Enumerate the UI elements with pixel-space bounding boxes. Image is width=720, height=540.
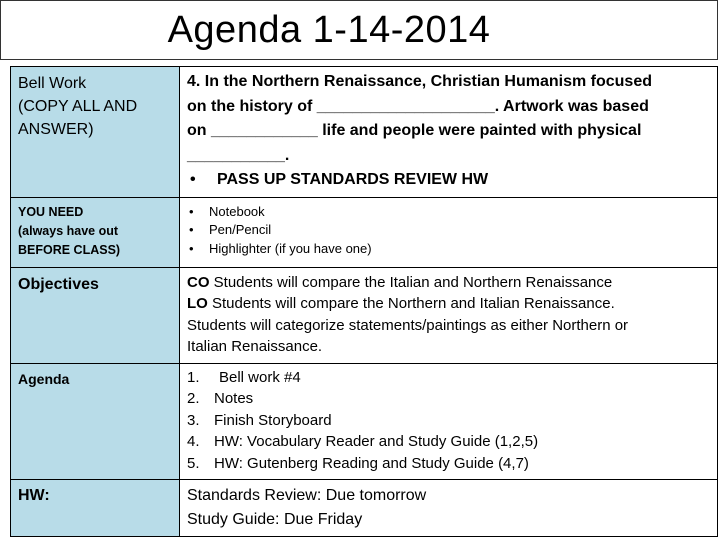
agenda-item-num: 1. <box>187 368 200 386</box>
agenda-item <box>187 453 710 475</box>
agenda-item <box>187 388 710 410</box>
row-you-need <box>11 197 718 267</box>
agenda-item-num: 3. <box>187 411 200 429</box>
agenda-item <box>187 367 710 389</box>
bell-work-bullets <box>187 168 710 193</box>
agenda-content <box>180 363 718 479</box>
bell-work-bullet: • PASS UP STANDARDS REVIEW HW <box>187 168 710 193</box>
row-objectives <box>11 267 718 363</box>
agenda-item-text: Finish Storyboard <box>214 411 332 429</box>
bell-work-question-line: on the history of ____________________. Artwork was based <box>187 97 649 115</box>
page-title: Agenda 1-14-2014 <box>167 8 491 51</box>
row-bell-work <box>11 67 718 198</box>
label-objectives-text: Objectives <box>18 275 99 293</box>
agenda-item-num: 2. <box>187 390 200 407</box>
agenda-item-text: HW: Gutenberg Reading and Study Guide (4,7) <box>214 454 529 472</box>
hw-line: Standards Review: Due tomorrow <box>187 486 427 504</box>
label-hw <box>11 479 180 536</box>
bell-work-content <box>180 67 718 198</box>
agenda-item <box>187 410 710 432</box>
objective-lo <box>187 293 710 315</box>
agenda-list <box>187 367 710 475</box>
co-prefix: CO <box>187 273 210 291</box>
label-you-need-line: YOU NEED <box>18 204 84 219</box>
supply-item: • Pen/Pencil <box>187 221 710 240</box>
agenda-item-text: Notes <box>214 390 254 407</box>
agenda-table <box>10 66 718 537</box>
supply-list <box>187 203 710 259</box>
agenda-item <box>187 431 710 453</box>
label-hw-text: HW: <box>18 486 50 504</box>
bell-work-question-line: 4. In the Northern Renaissance, Christian Humanism focused <box>187 73 652 90</box>
row-agenda <box>11 363 718 479</box>
bell-work-question-line: on ____________ life and people were painted with physical <box>187 122 642 139</box>
label-agenda <box>11 363 180 479</box>
label-bell-work-line: (COPY ALL AND <box>18 98 138 115</box>
label-you-need <box>11 197 180 267</box>
objective-co <box>187 272 710 294</box>
agenda-item-num: 4. <box>187 433 200 450</box>
agenda-item-text: HW: Vocabulary Reader and Study Guide (1,2,5) <box>214 433 539 450</box>
bell-work-question-line: ___________. <box>187 146 290 164</box>
label-bell-work-line: ANSWER) <box>18 121 94 138</box>
label-you-need-line: BEFORE CLASS) <box>18 242 121 257</box>
co-text: Students will compare the Italian and Northern Renaissance <box>209 273 613 291</box>
objective-extra-line: Students will categorize statements/paintings as either Northern or <box>187 316 629 334</box>
you-need-content <box>180 197 718 267</box>
lo-text: Students will compare the Northern and Italian Renaissance. <box>207 295 615 312</box>
supply-item: • Highlighter (if you have one) <box>187 240 710 259</box>
label-bell-work <box>11 67 180 198</box>
label-objectives <box>11 267 180 363</box>
title-box <box>0 0 718 60</box>
label-bell-work-line: Bell Work <box>18 75 87 92</box>
hw-content <box>180 479 718 536</box>
label-you-need-line: (always have out <box>18 223 119 238</box>
objectives-content <box>180 267 718 363</box>
lo-prefix: LO <box>187 295 208 312</box>
label-agenda-text: Agenda <box>18 370 70 387</box>
agenda-item-num: 5. <box>187 454 200 472</box>
objective-extra-line: Italian Renaissance. <box>187 338 323 355</box>
row-hw <box>11 479 718 536</box>
agenda-item-text: Bell work #4 <box>219 368 301 386</box>
supply-item: • Notebook <box>187 203 710 222</box>
hw-line: Study Guide: Due Friday <box>187 510 363 528</box>
